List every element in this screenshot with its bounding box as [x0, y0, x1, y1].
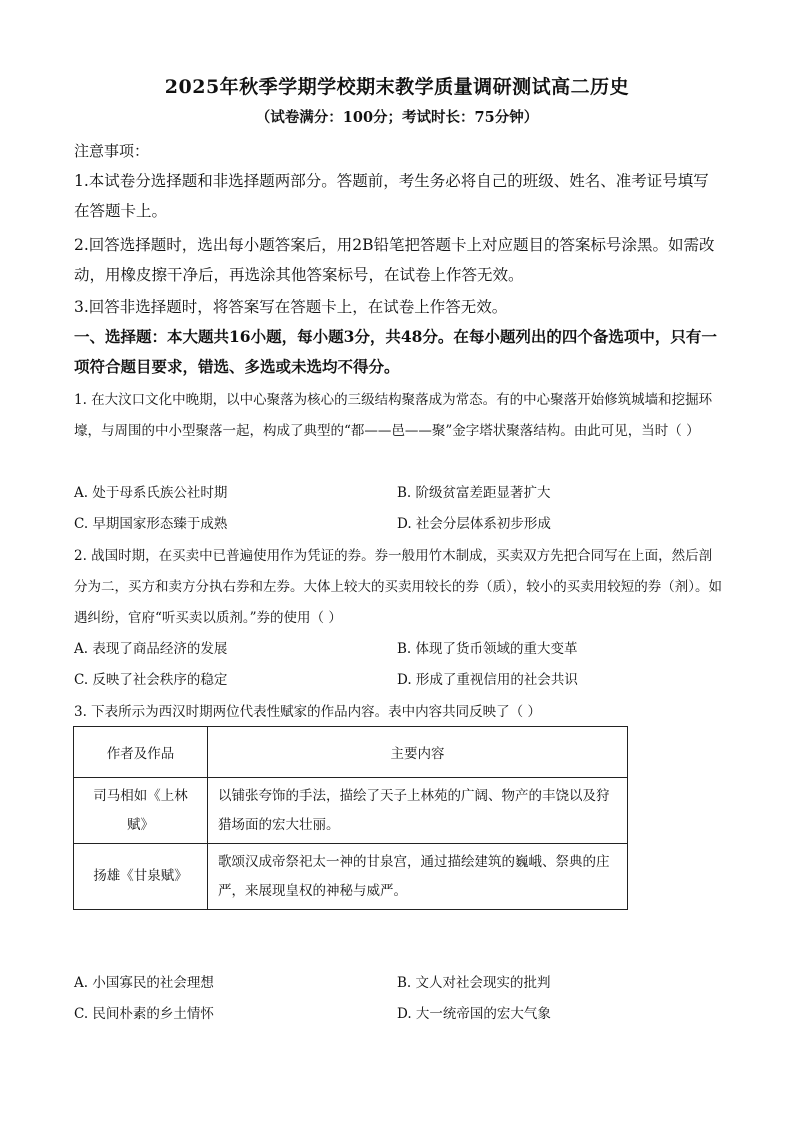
- notice-heading: 注意事项：: [74, 142, 150, 160]
- exam-title: 2025年秋季学期学校期末教学质量调研测试高二历史: [164, 76, 630, 98]
- works-table: [73, 726, 628, 910]
- option-a: A. 表现了商品经济的发展: [74, 641, 228, 657]
- option-a: A. 小国寡民的社会理想: [74, 975, 214, 991]
- section-heading: 一、选择题：本大题共16小题，每小题3分，共48分。在每小题列出的四个备选项中，只有一项符合题目要求，错选、多选或未选均不得分。: [74, 327, 717, 376]
- option-b: B. 阶级贫富差距显著扩大: [397, 485, 551, 501]
- table-header-cell: 主要内容: [208, 727, 628, 778]
- question-stem: 2. 战国时期，在买卖中已普遍使用作为凭证的券。券一般用竹木制成，买卖双方先把合同写在上面，然后剖分为二，买方和卖方分执右券和左券。大体上较大的买卖用较长的券（质），较小的买卖用较短的券（剂）。如遇纠纷，官府“听买卖以质剂。”券的使用（ ）: [74, 548, 722, 626]
- option-d: D. 形成了重视信用的社会共识: [397, 672, 578, 688]
- table-header-row: [74, 727, 628, 778]
- option-a: A. 处于母系氏族公社时期: [74, 485, 228, 501]
- notice-item: 3.回答非选择题时，将答案写在答题卡上，在试卷上作答无效。: [74, 298, 508, 316]
- table-cell-content: 以铺张夸饰的手法，描绘了天子上林苑的广阔、物产的丰饶以及狩猎场面的宏大壮丽。: [208, 778, 628, 844]
- option-c: C. 反映了社会秩序的稳定: [74, 672, 228, 688]
- table-row: [74, 778, 628, 844]
- table-header-cell: 作者及作品: [74, 727, 208, 778]
- notice-item: 2.回答选择题时，选出每小题答案后，用2B铅笔把答题卡上对应题目的答案标号涂黑。如需改动，用橡皮擦干净后，再选涂其他答案标号，在试卷上作答无效。: [74, 236, 715, 284]
- notice-item: 1.本试卷分选择题和非选择题两部分。答题前，考生务必将自己的班级、姓名、准考证号填写在答题卡上。: [74, 172, 709, 220]
- option-d: D. 社会分层体系初步形成: [397, 516, 551, 532]
- table-cell-content: 歌颂汉成帝祭祀太一神的甘泉宫，通过描绘建筑的巍峨、祭典的庄严，来展现皇权的神秘与威严。: [208, 844, 628, 910]
- exam-subtitle: （试卷满分：100分；考试时长：75分钟）: [255, 109, 539, 126]
- option-c: C. 早期国家形态臻于成熟: [74, 516, 228, 532]
- option-c: C. 民间朴素的乡土情怀: [74, 1006, 214, 1022]
- question-stem: 1. 在大汶口文化中晚期，以中心聚落为核心的三级结构聚落成为常态。有的中心聚落开始修筑城墙和挖掘环壕，与周围的中小型聚落一起，构成了典型的“都——邑——聚”金字塔状聚落结构。由此可见，当时（ ）: [74, 392, 713, 439]
- option-d: D. 大一统帝国的宏大气象: [397, 1006, 551, 1022]
- option-b: B. 体现了货币领域的重大变革: [397, 641, 578, 657]
- question-stem: 3. 下表所示为西汉时期两位代表性赋家的作品内容。表中内容共同反映了（ ）: [74, 704, 541, 720]
- table-cell-work: 司马相如《上林赋》: [74, 778, 208, 844]
- table-cell-work: 扬雄《甘泉赋》: [74, 844, 208, 910]
- option-b: B. 文人对社会现实的批判: [397, 975, 551, 991]
- table-row: [74, 844, 628, 910]
